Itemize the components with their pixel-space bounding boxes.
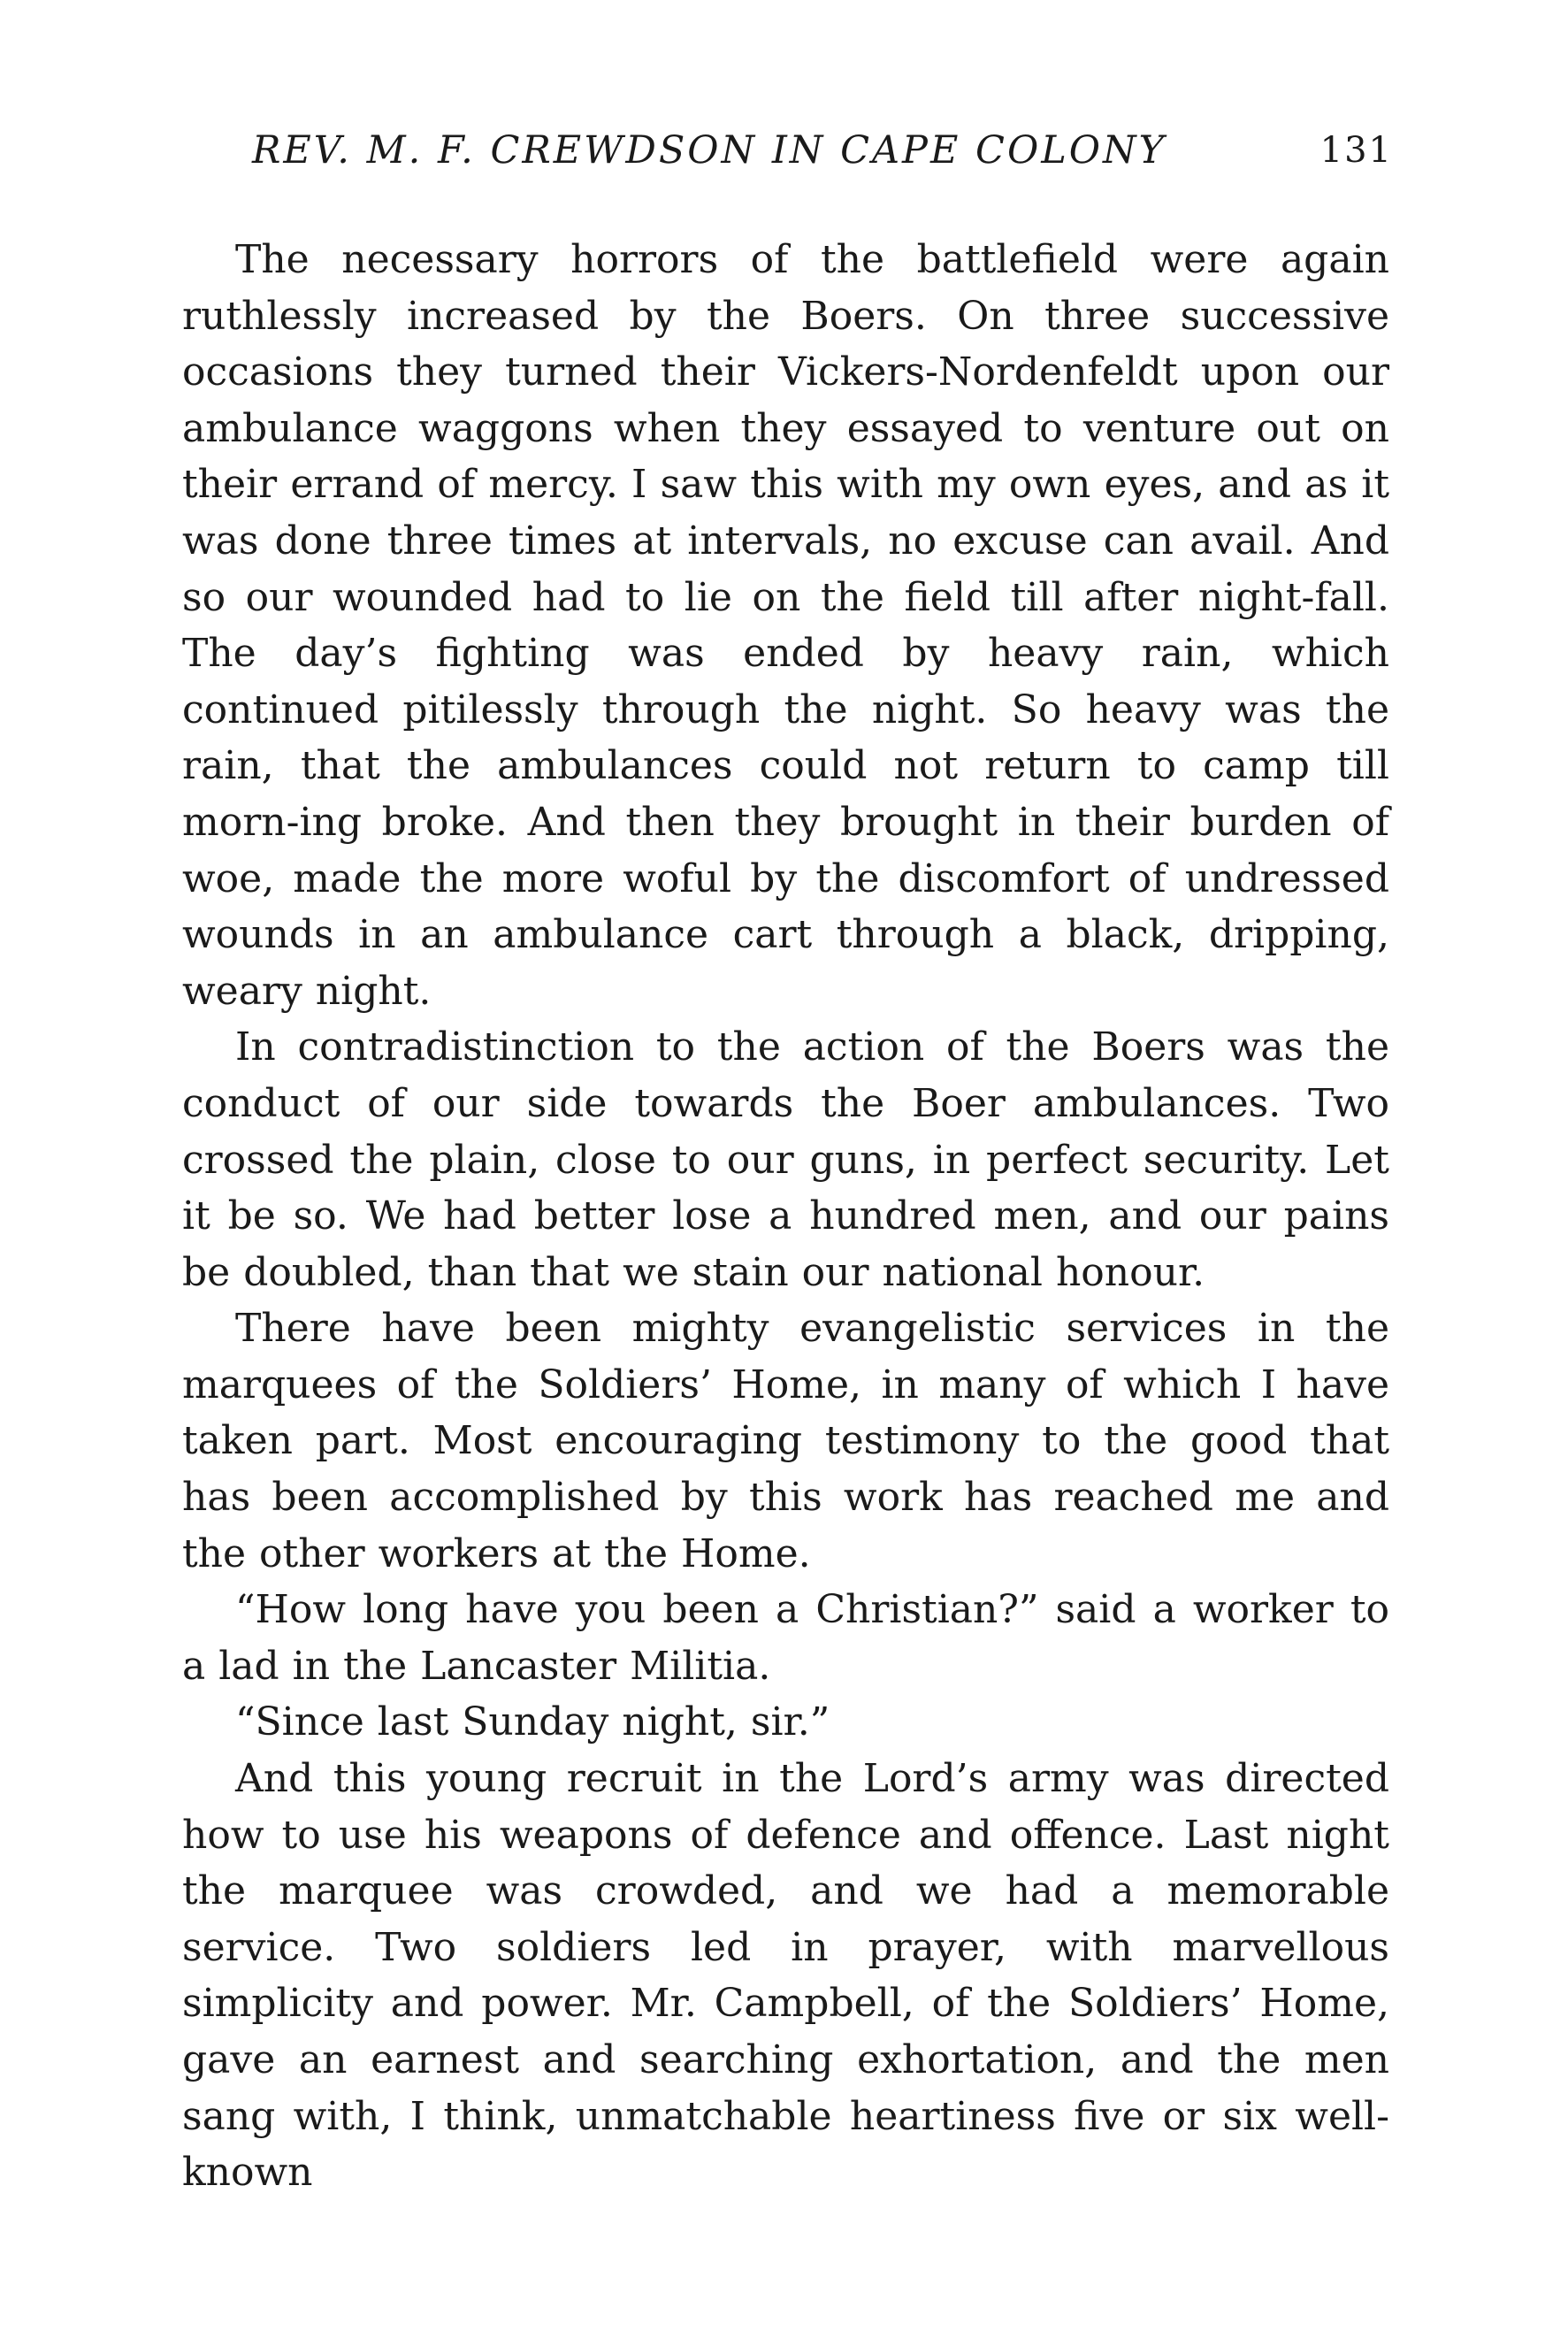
paragraph-young-recruit: And this young recruit in the Lord’s army was directed how to use his weapons of defence and offence. Last night the marquee was crowded, and we had a memorable service. Two soldiers led in prayer, with marvellous simplicity and power. Mr. Campbell, of the Soldiers’ Home, gave an earnest and searching exhortation, and the men sang with, I think, unmatchable heartiness five or six well-known (182, 1756, 1389, 2196)
page-number: 131 (1319, 130, 1393, 171)
paragraph-question: “How long have you been a Christian?” said a worker to a lad in the Lancaster Militia. (182, 1587, 1389, 1689)
paragraph-boer-ambulances: In contradistinction to the action of the Boers was the conduct of our side towards the Boer ambulances. Two crossed the plain, close to our guns, in perfect security. Let it be so. We had better lose a hundred men, and our pains be doubled, than that we stain our national honour. (182, 1024, 1389, 1295)
running-head-title: REV. M. F. CREWDSON IN CAPE COLONY (252, 128, 1167, 173)
running-head (252, 128, 1393, 181)
paragraph-evangelistic-services: There have been mighty evangelistic services in the marquees of the Soldiers’ Home, in many of which I have taken part. Most encouraging testimony to the good that has been accomplished by this work has reached me and the other workers at the Home. (182, 1306, 1389, 1576)
paragraph-battlefield: The necessary horrors of the battlefield were again ruthlessly increased by the Boers. On three successive occasions they turned their Vickers-Nordenfeldt upon our ambulance waggons when they essayed to venture out on their errand of mercy. I saw this with my own eyes, and as it was done three times at intervals, no excuse can avail. And so our wounded had to lie on the field till after night-fall. The day’s fighting was ended by heavy rain, which continued pitilessly through the night. So heavy was the rain, that the ambulances could not return to camp till morn-ing broke. And then they brought in their burden of woe, made the more woful by the discomfort of undressed wounds in an ambulance cart through a black, dripping, weary night. (182, 237, 1389, 1014)
body-text (182, 232, 1389, 2201)
paragraph-answer: “Since last Sunday night, sir.” (235, 1699, 830, 1745)
